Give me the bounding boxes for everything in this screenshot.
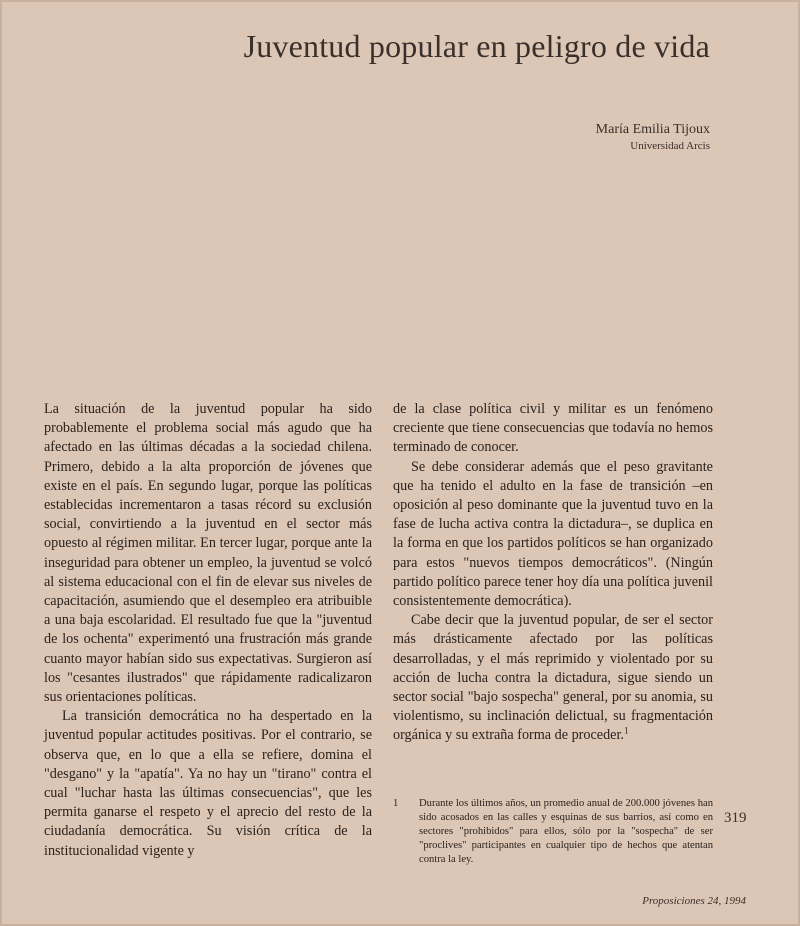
body-column-right (393, 400, 713, 746)
body-paragraph: Se debe considerar además que el peso gravitante que ha tenido el adulto en la fase de transición –en oposición al peso dominante que la juventud tuvo en la fase de lucha activa contra la dictadura–, se duplica en la forma en que los partidos políticos se han organizado para estos "nuevos tiempos democráticos". (Ningún partido político parece tener hoy día una política juvenil consistentemente democrática). (393, 458, 713, 610)
author-affiliation: Universidad Arcis (630, 140, 710, 152)
body-paragraph: La situación de la juventud popular ha sido probablemente el problema social más agudo que ha afectado en las últimas décadas a la sociedad chilena. Primero, debido a la alta proporción de jóvenes que existe en el país. En segundo lugar, porque las políticas establecidas incrementaron a tasas récord su exclusión social, convirtiendo a la juventud en el sector más opuesto al régimen militar. En tercer lugar, porque ante la inseguridad para obtener un empleo, la juventud se volcó al sistema educacional con el fin de elevar sus niveles de capacitación, asumiendo que el desempleo era atribuible a una baja escolaridad. El resultado fue que la "juventud de los ochenta" experimentó una frustración más grande cuanto mayor habían sido sus expectativas. Surgieron así los "cesantes ilustrados" que rápidamente radicalizaron sus orientaciones políticas. (44, 401, 372, 706)
running-footer: Proposiciones 24, 1994 (642, 895, 746, 907)
body-paragraph (393, 611, 713, 745)
article-title: Juventud popular en peligro de vida (243, 28, 710, 64)
body-paragraph: de la clase política civil y militar es un fenómeno creciente que tiene consecuencias que todavía no hemos terminado de conocer. (393, 401, 713, 456)
footnote-reference: 1 (623, 725, 629, 736)
page-number: 319 (724, 810, 747, 826)
footnote-text: Durante los últimos años, un promedio anual de 200.000 jóvenes han sido acosados en las calles y esquinas de sus barrios, así como en sectores "prohibidos" para ellos, sólo por la "sospecha" de ser "proclives" participantes en cualquier tipo de hechos que atentan contra la ley. (419, 798, 713, 865)
footnote (393, 797, 713, 867)
body-paragraph: La transición democrática no ha despertado en la juventud popular actitudes positivas. Por el contrario, se observa que, en lo que a ella se refiere, domina el "desgano" y la "apatía". Ya no hay un "tirano" contra el cual "luchar hasta las últimas consecuencias", que les permita ganarse el respeto y el aprecio del resto de la ciudadanía democrática. Su visión crítica de la institucionalidad vigente y (44, 708, 372, 859)
author-block (596, 122, 710, 152)
footnote-number: 1 (393, 798, 399, 809)
author-name: María Emilia Tijoux (595, 122, 710, 137)
body-paragraph-text: Cabe decir que la juventud popular, de ser el sector más drásticamente afectado por las políticas desarrolladas, y el más reprimido y violentado por su acción de lucha contra la dictadura, sigue siendo un sector social "bajo sospecha" general, por su anomia, su violentismo, su inclinación delictual, su fragmentación orgánica y su extraña forma de proceder. (393, 612, 713, 744)
body-column-left (44, 400, 372, 861)
